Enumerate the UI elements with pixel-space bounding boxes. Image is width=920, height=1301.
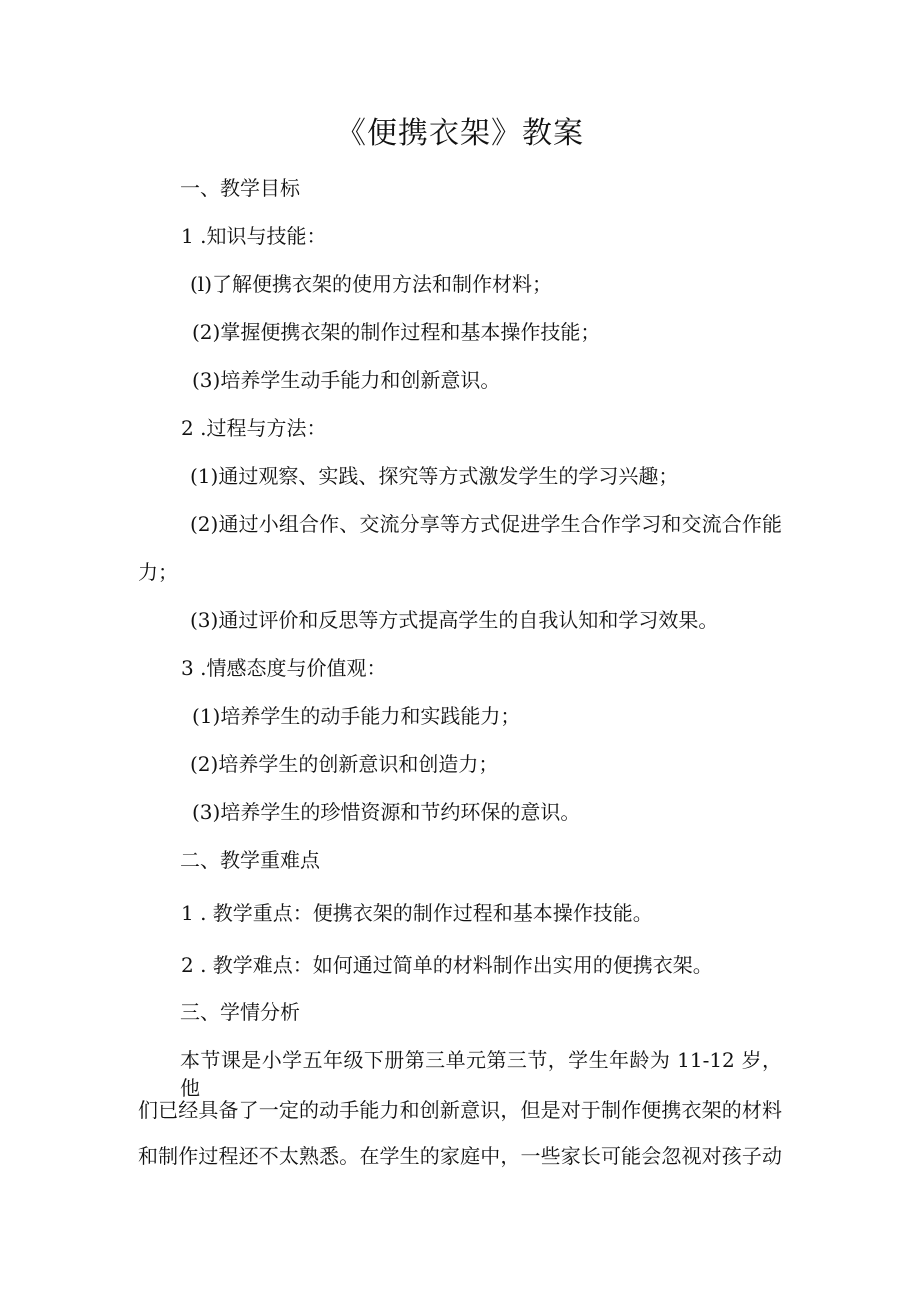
- list-item-continuation: 力；: [138, 560, 178, 584]
- section-heading-key-points: 二、教学重难点: [180, 848, 320, 872]
- list-item: (2)培养学生的创新意识和创造力；: [190, 752, 499, 776]
- document-title: 《便携衣架》教案: [336, 116, 584, 151]
- list-item: (3)培养学生的珍惜资源和节约环保的意识。: [192, 800, 581, 824]
- list-item: (l)了解便携衣架的使用方法和制作材料；: [190, 272, 553, 296]
- section-heading-learner-analysis: 三、学情分析: [180, 1000, 300, 1024]
- list-item: 2 . 教学难点：如何通过简单的材料制作出实用的便携衣架。: [181, 953, 713, 977]
- subsection-process-methods: 2 .过程与方法：: [181, 416, 327, 440]
- paragraph-line: 本节课是小学五年级下册第三单元第三节，学生年龄为 11-12 岁，他: [180, 1048, 782, 1100]
- list-item: 1 . 教学重点：便携衣架的制作过程和基本操作技能。: [181, 901, 653, 925]
- list-item: (1)培养学生的动手能力和实践能力；: [192, 704, 521, 728]
- list-item: (2)通过小组合作、交流分享等方式促进学生合作学习和交流合作能: [190, 512, 782, 536]
- list-item: (3)通过评价和反思等方式提高学生的自我认知和学习效果。: [190, 608, 719, 632]
- section-heading-objectives: 一、教学目标: [180, 176, 300, 200]
- list-item: (3)培养学生动手能力和创新意识。: [192, 368, 501, 392]
- subsection-attitudes-values: 3 .情感态度与价值观：: [181, 656, 387, 680]
- list-item: (1)通过观察、实践、探究等方式激发学生的学习兴趣；: [190, 464, 679, 488]
- subsection-knowledge-skills: 1 .知识与技能：: [181, 224, 327, 248]
- paragraph-line: 们已经具备了一定的动手能力和创新意识，但是对于制作便携衣架的材料: [138, 1098, 782, 1122]
- list-item: (2)掌握便携衣架的制作过程和基本操作技能；: [192, 320, 601, 344]
- paragraph-line: 和制作过程还不太熟悉。在学生的家庭中，一些家长可能会忽视对孩子动: [138, 1144, 782, 1168]
